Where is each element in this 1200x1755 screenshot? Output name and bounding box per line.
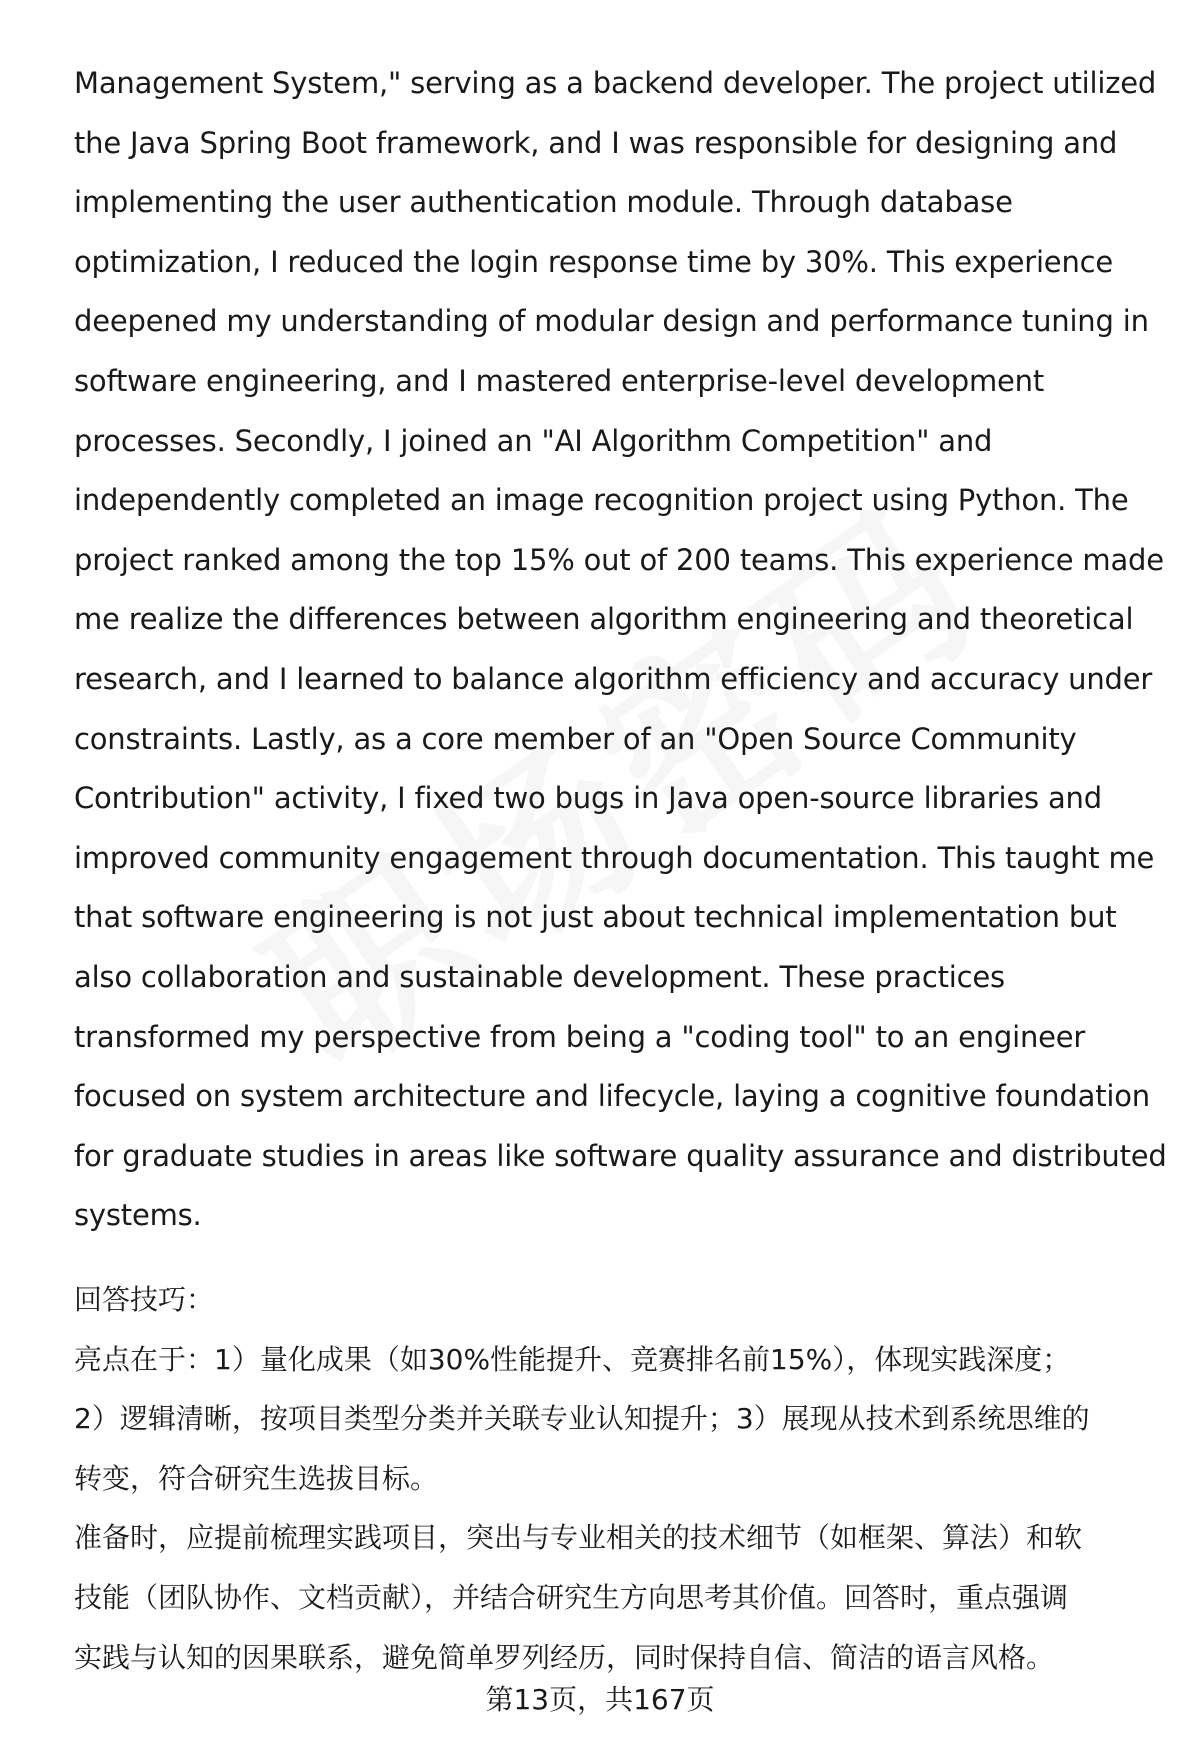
tips-line: 转变，符合研究生选拔目标。	[74, 1461, 439, 1495]
paragraph-line: research, and I learned to balance algorithm efficiency and accuracy under	[74, 661, 1153, 696]
paragraph-line: processes. Secondly, I joined an "AI Algorithm Competition" and	[74, 423, 993, 458]
paragraph-line: for graduate studies in areas like software quality assurance and distributed	[74, 1138, 1167, 1173]
answer-paragraph	[74, 54, 1167, 1246]
paragraph-line: implementing the user authentication module. Through database	[74, 185, 1013, 220]
paragraph-line: me realize the differences between algorithm engineering and theoretical	[74, 602, 1134, 637]
paragraph-line: also collaboration and sustainable development. These practices	[74, 959, 1005, 994]
paragraph-line: the Java Spring Boot framework, and I was responsible for designing and	[74, 125, 1118, 160]
paragraph-line: transformed my perspective from being a "coding tool" to an engineer	[74, 1019, 1086, 1054]
tips-line: 技能（团队协作、文档贡献），并结合研究生方向思考其价值。回答时，重点强调	[74, 1580, 1069, 1614]
paragraph-line: constraints. Lastly, as a core member of an "Open Source Community	[74, 721, 1077, 756]
paragraph-line: Contribution" activity, I fixed two bugs in Java open-source libraries and	[74, 781, 1102, 816]
paragraph-line: improved community engagement through documentation. This taught me	[74, 840, 1155, 875]
paragraph-line: independently completed an image recognition project using Python. The	[74, 483, 1129, 518]
tips-line: 2）逻辑清晰，按项目类型分类并关联专业认知提升；3）展现从技术到系统思维的	[74, 1402, 1090, 1436]
tips-line: 亮点在于：1）量化成果（如30%性能提升、竞赛排名前15%），体现实践深度；	[74, 1342, 1071, 1376]
tips-line: 实践与认知的因果联系，避免简单罗列经历，同时保持自信、简洁的语言风格。	[74, 1640, 1055, 1674]
paragraph-line: that software engineering is not just about technical implementation but	[74, 900, 1117, 935]
paragraph-line: optimization, I reduced the login response time by 30%. This experience	[74, 244, 1114, 279]
paragraph-line: software engineering, and I mastered enterprise-level development	[74, 363, 1044, 398]
tips-line: 准备时，应提前梳理实践项目，突出与专业相关的技术细节（如框架、算法）和软	[74, 1521, 1083, 1555]
tips-heading: 回答技巧：	[74, 1283, 215, 1316]
paragraph-line: project ranked among the top 15% out of 200 teams. This experience made	[74, 542, 1164, 577]
paragraph-line: Management System," serving as a backend developer. The project utilized	[74, 66, 1157, 100]
page-number-footer: 第13页，共167页	[485, 1683, 715, 1716]
paragraph-line: deepened my understanding of modular design and performance tuning in	[74, 304, 1149, 339]
paragraph-line: systems.	[74, 1198, 202, 1233]
paragraph-line: focused on system architecture and lifecycle, laying a cognitive foundation	[74, 1079, 1150, 1114]
answer-tips-section	[74, 1270, 1149, 1687]
